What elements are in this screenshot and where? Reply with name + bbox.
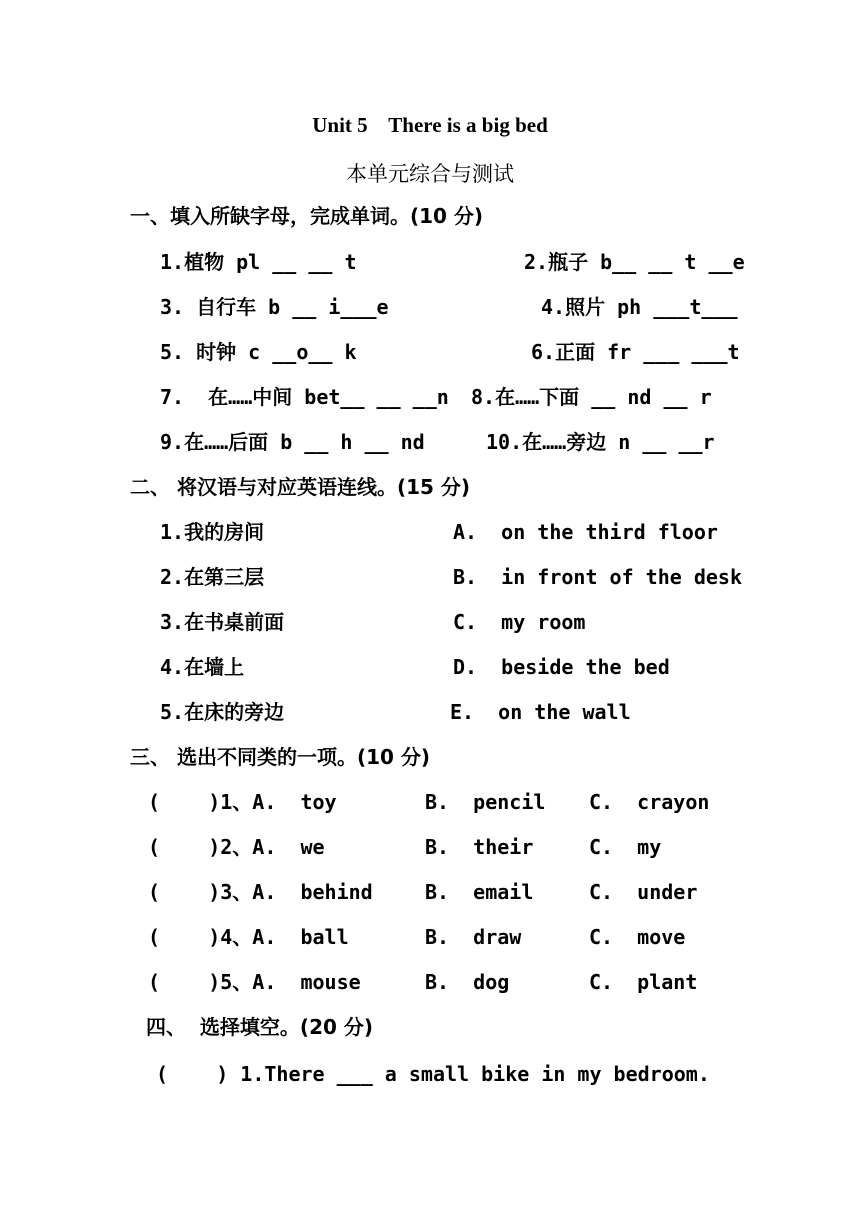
s3-row-4-c: C. move xyxy=(589,925,686,949)
s2-right-e: E. on the wall xyxy=(450,700,631,724)
s3-row-3-a: ( )3、A. behind xyxy=(148,880,373,904)
s4-item-1: ( ) 1.There ___ a small bike in my bedroom. xyxy=(156,1062,710,1086)
section1-heading: 一、填入所缺字母，完成单词。(10 分) xyxy=(130,204,484,228)
s3-row-4-b: B. draw xyxy=(425,925,522,949)
s3-row-1-a: ( )1、A. toy xyxy=(148,790,337,814)
s2-left-2: 2.在第三层 xyxy=(160,565,265,589)
s1-item-1: 1.植物 pl __ __ t xyxy=(160,250,357,274)
s3-row-4-a: ( )4、A. ball xyxy=(148,925,349,949)
s3-row-5-b: B. dog xyxy=(425,970,510,994)
s2-left-3: 3.在书桌前面 xyxy=(160,610,285,634)
s2-right-d: D. beside the bed xyxy=(453,655,670,679)
s3-row-3-b: B. email xyxy=(425,880,534,904)
s1-item-5: 5. 时钟 c __o__ k xyxy=(160,340,357,364)
s2-left-4: 4.在墙上 xyxy=(160,655,245,679)
section3-heading: 三、 选出不同类的一项。(10 分) xyxy=(130,745,431,769)
s3-row-3-c: C. under xyxy=(589,880,698,904)
s3-row-2-b: B. their xyxy=(425,835,534,859)
s3-row-1-b: B. pencil xyxy=(425,790,546,814)
page-subtitle: 本单元综合与测试 xyxy=(346,162,514,186)
page-title: Unit 5 There is a big bed xyxy=(312,113,548,137)
section4-heading: 四、 选择填空。(20 分) xyxy=(146,1015,374,1039)
s3-row-2-c: C. my xyxy=(589,835,662,859)
section2-heading: 二、 将汉语与对应英语连线。(15 分) xyxy=(130,475,471,499)
s1-item-6: 6.正面 fr ___ ___t xyxy=(531,340,740,364)
s2-right-b: B. in front of the desk xyxy=(453,565,742,589)
s3-row-1-c: C. crayon xyxy=(589,790,710,814)
s1-item-10: 10.在……旁边 n __ __r xyxy=(486,430,715,454)
s2-right-a: A. on the third floor xyxy=(453,520,718,544)
s1-item-2: 2.瓶子 b__ __ t __e xyxy=(524,250,745,274)
s3-row-5-c: C. plant xyxy=(589,970,698,994)
s1-item-4: 4.照片 ph ___t___ xyxy=(541,295,738,319)
s3-row-2-a: ( )2、A. we xyxy=(148,835,325,859)
s1-item-7: 7. 在……中间 bet__ __ __n xyxy=(160,385,449,409)
s1-item-8: 8.在……下面 __ nd __ r xyxy=(471,385,712,409)
s2-left-5: 5.在床的旁边 xyxy=(160,700,285,724)
s2-left-1: 1.我的房间 xyxy=(160,520,265,544)
s2-right-c: C. my room xyxy=(453,610,586,634)
s3-row-5-a: ( )5、A. mouse xyxy=(148,970,361,994)
s1-item-3: 3. 自行车 b __ i___e xyxy=(160,295,389,319)
s1-item-9: 9.在……后面 b __ h __ nd xyxy=(160,430,425,454)
